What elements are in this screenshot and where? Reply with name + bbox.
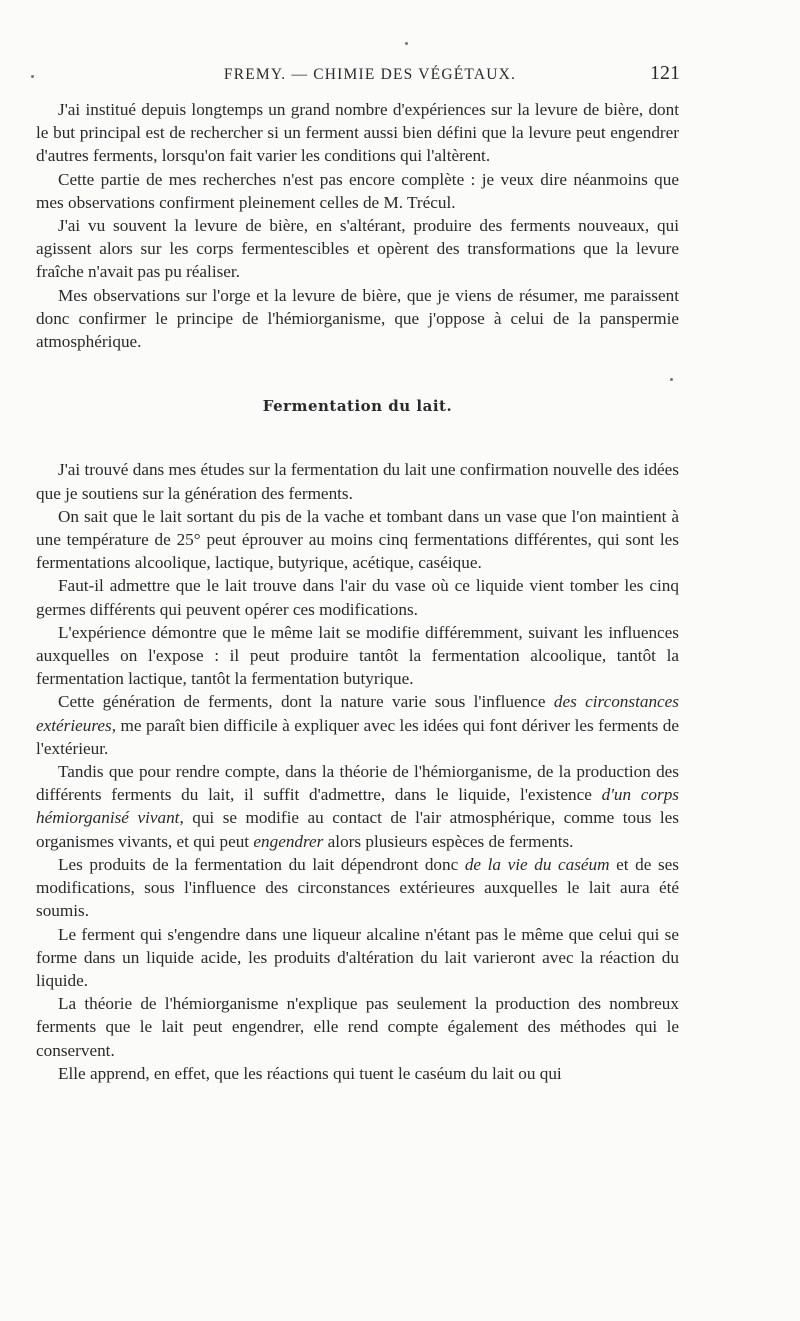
- italic-phrase: d'un corps hémiorganisé vivant: [36, 785, 679, 828]
- text-run: et de ses modifications, sous l'influence des circonstances extérieures auxquelles le lait aura été soumis.: [36, 854, 679, 921]
- text-run: , me paraît bien difficile à expliquer avec les idées qui font dériver les ferments de l'extérieur.: [36, 715, 679, 758]
- paragraph: Le ferment qui s'engendre dans une liqueur alcaline n'étant pas le même que celui qui se forme dans un liquide acide, les produits d'altération du lait varieront avec la réaction du liquide.: [36, 924, 679, 990]
- section-heading: Fermentation du lait.: [262, 397, 453, 416]
- paragraph: Cette partie de mes recherches n'est pas encore complète : je veux dire néanmoins que mes observations confirment pleinement celles de M. Trécul.: [36, 169, 679, 212]
- paragraph: L'expérience démontre que le même lait se modifie différemment, suivant les influences auxquelles on l'expose : il peut produire tantôt la fermentation alcoolique, tantôt la fermentation lactique, tantôt la fermentation butyrique.: [36, 622, 679, 689]
- paragraph: Elle apprend, en effet, que les réactions qui tuent le caséum du lait ou qui: [58, 1063, 562, 1083]
- body-text: [36, 98, 679, 1085]
- text-run: Cette génération de ferments, dont la nature varie sous l'influence: [58, 692, 554, 712]
- text-run: Tandis que pour rendre compte, dans la théorie de l'hémiorganisme, de la production des différents ferments du lait, il suffit d'admettre, dans le liquide, l'existence: [36, 762, 679, 805]
- paragraph: [36, 690, 679, 760]
- text-run: alors plusieurs espèces de ferments.: [323, 831, 574, 851]
- paragraph: [36, 760, 679, 853]
- text-run: Les produits de la fermentation du lait dépendront donc: [58, 854, 465, 874]
- paragraph: Mes observations sur l'orge et la levure de bière, que je viens de résumer, me paraissent donc confirmer le principe de l'hémiorganisme, que j'oppose à celui de la panspermie atmosphérique.: [36, 285, 679, 352]
- paragraph: On sait que le lait sortant du pis de la vache et tombant dans un vase que l'on maintient à une température de 25° peut éprouver au moins cinq fermentations différentes, qui sont les fermentations alcoolique, lactique, butyrique, acétique, caséique.: [36, 506, 679, 573]
- italic-phrase: de la vie du caséum: [464, 854, 610, 874]
- italic-phrase: des circonstances extérieures: [36, 692, 679, 735]
- paragraph: J'ai vu souvent la levure de bière, en s'altérant, produire des ferments nouveaux, qui agissent alors sur les corps fermentescibles et opèrent des transformations que la levure fraîche n'avait pas pu réaliser.: [36, 216, 679, 282]
- running-title: FREMY. — CHIMIE DES VÉGÉTAUX.: [223, 66, 517, 83]
- paragraph: [36, 853, 679, 923]
- text-run: , qui se modifie au contact de l'air atmosphérique, comme tous les organismes vivants, et qui peut: [36, 808, 679, 851]
- paragraph: J'ai trouvé dans mes études sur la fermentation du lait une confirmation nouvelle des idées que je soutiens sur la génération des ferments.: [36, 460, 679, 503]
- paragraph: La théorie de l'hémiorganisme n'explique pas seulement la production des nombreux ferments que le lait peut engendrer, elle rend compte également des méthodes qui le conservent.: [36, 994, 679, 1060]
- running-head: [60, 62, 680, 90]
- italic-phrase: engendrer: [253, 831, 324, 851]
- paper-speck: [31, 75, 34, 78]
- paragraph: Faut-il admettre que le lait trouve dans l'air du vase où ce liquide vient tomber les cinq germes différents qui peuvent opérer ces modifications.: [36, 576, 679, 619]
- paper-speck: [405, 42, 408, 45]
- paragraph: J'ai institué depuis longtemps un grand nombre d'expériences sur la levure de bière, dont le but principal est de rechercher si un ferment aussi bien défini que la levure peut engendrer d'autres ferments, lorsqu'on fait varier les conditions qui l'altèrent.: [36, 100, 679, 166]
- page-number: 121: [650, 62, 680, 84]
